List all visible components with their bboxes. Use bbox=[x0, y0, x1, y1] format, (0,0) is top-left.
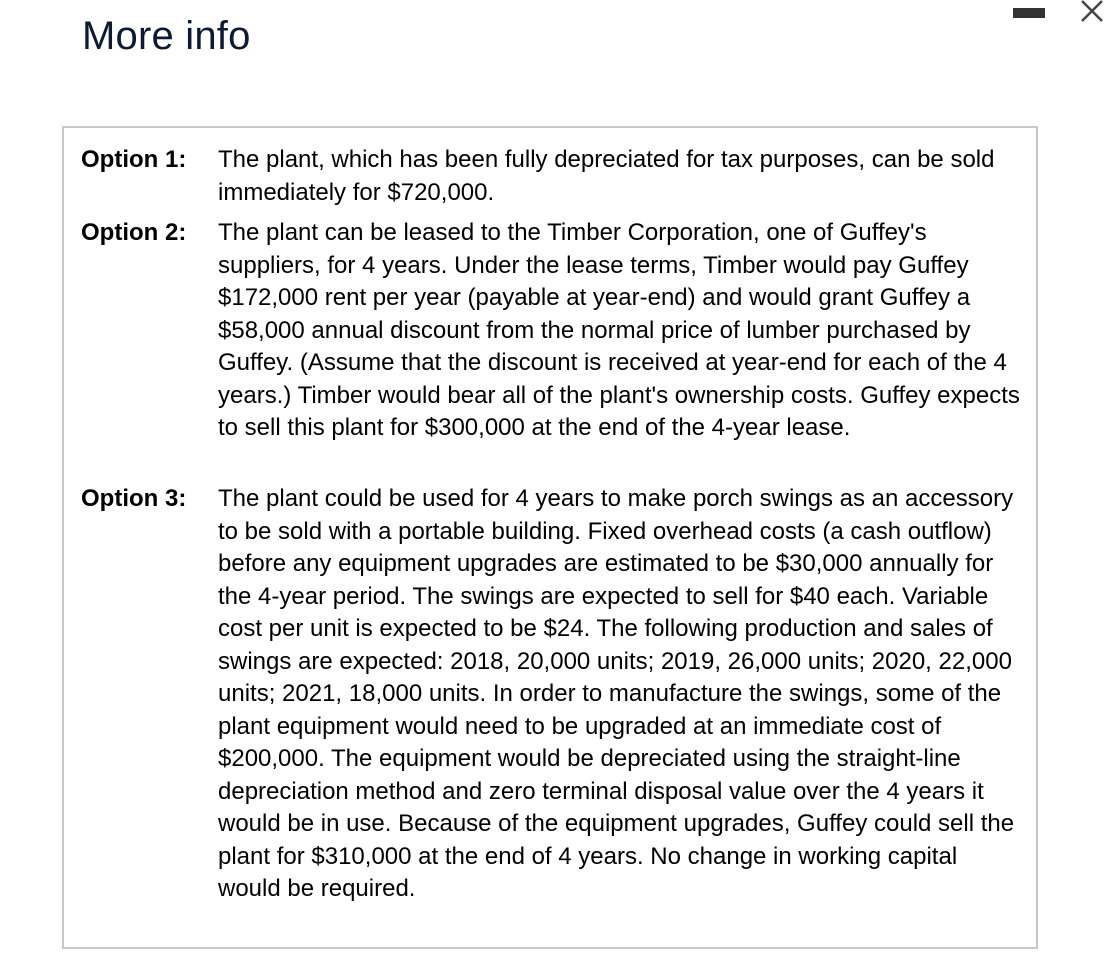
option-label: Option 2: bbox=[81, 219, 187, 246]
option-text: The plant can be leased to the Timber Corporation, one of Guffey's suppliers, for 4 years. Under the lease terms, Timber would pay Guffey $172,000 rent per year (payable at year-end) and would grant Guffey a $58,000 annual discount from the normal price of lumber purchased by Guffey. (Assume that the discount is received at year-end for each of the 4 years.) Timber would bear all of the plant's ownership costs. Guffey expects to sell this plant for $300,000 at the end of the 4-year lease. bbox=[218, 219, 1020, 441]
close-icon-graphic bbox=[1078, 0, 1104, 22]
option-row bbox=[64, 144, 1036, 209]
option-row bbox=[64, 483, 1036, 906]
dialog-title: More info bbox=[82, 14, 251, 58]
option-text: The plant, which has been fully depreciated for tax purposes, can be sold immediately for $720,000. bbox=[218, 146, 995, 206]
minimize-icon[interactable] bbox=[1013, 8, 1045, 18]
option-label: Option 1: bbox=[81, 146, 187, 173]
close-icon[interactable] bbox=[1078, 0, 1104, 22]
option-text: The plant could be used for 4 years to make porch swings as an accessory to be sold with a portable building. Fixed overhead costs (a cash outflow) before any equipment upgrades are estimated to be $30,000 annually for the 4-year period. The swings are expected to sell for $40 each. Variable cost per unit is expected to be $24. The following production and sales of swings are expected: 2018, 20,000 units; 2019, 26,000 units; 2020, 22,000 units; 2021, 18,000 units. In order to manufacture the swings, some of the plant equipment would need to be upgraded at an immediate cost of $200,000. The equipment would be depreciated using the straight-line depreciation method and zero terminal disposal value over the 4 years it would be in use. Because of the equipment upgrades, Guffey could sell the plant for $310,000 at the end of 4 years. No change in working capital would be required. bbox=[218, 485, 1015, 902]
options-panel bbox=[62, 126, 1038, 949]
option-row bbox=[64, 217, 1036, 445]
option-label: Option 3: bbox=[81, 485, 187, 512]
